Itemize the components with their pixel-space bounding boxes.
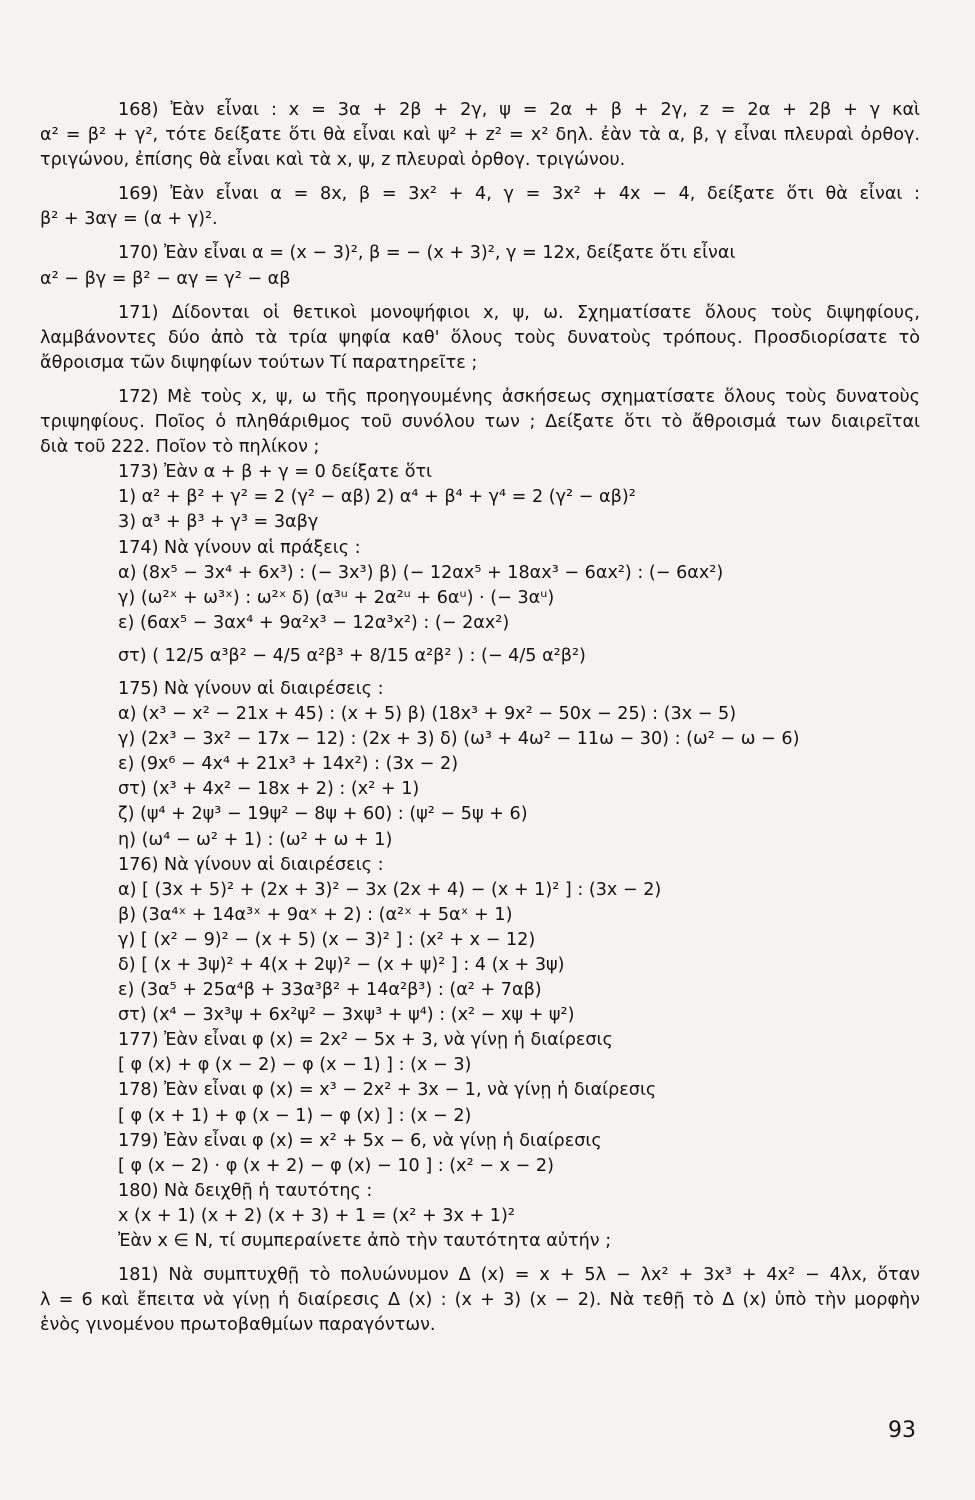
exercise-176-line-3: β) (3α⁴ˣ + 14α³ˣ + 9αˣ + 2) : (α²ˣ + 5αˣ + 1) xyxy=(118,904,513,925)
exercise-181-line-3: ἑνὸς γινομένου πρωτοβαθμίων παραγόντων. xyxy=(40,1315,436,1336)
exercise-175-line-3: γ) (2x³ − 3x² − 17x − 12) : (2x + 3) δ) (ω³ + 4ω² − 11ω − 30) : (ω² − ω − 6) xyxy=(118,729,800,750)
exercise-177-line-1: 177) Ἐὰν εἶναι φ (x) = 2x² − 5x + 3, νὰ γίνῃ ἡ διαίρεσις xyxy=(118,1030,613,1051)
exercise-175-line-2: α) (x³ − x² − 21x + 45) : (x + 5) β) (18x³ + 9x² − 50x − 25) : (3x − 5) xyxy=(118,704,737,725)
exercise-177-line-2: [ φ (x) + φ (x − 2) − φ (x − 1) ] : (x − 3) xyxy=(118,1055,472,1076)
exercise-179-line-1: 179) Ἐὰν εἶναι φ (x) = x² + 5x − 6, νὰ γίνῃ ἡ διαίρεσις xyxy=(118,1130,602,1151)
exercise-180-line-1: 180) Νὰ δειχθῇ ἡ ταυτότης : xyxy=(118,1180,373,1201)
exercise-173-line-3: 3) α³ + β³ + γ³ = 3αβγ xyxy=(118,512,319,533)
exercise-180-line-3: Ἐὰν x ∈ N, τί συμπεραίνετε ἀπὸ τὴν ταυτότητα αὐτήν ; xyxy=(118,1231,612,1252)
exercise-172-line-2: τριψηφίους. Ποῖος ὁ πληθάριθμος τοῦ συνόλου των ; Δείξατε ὅτι τὸ ἄθροισμά των διαιρεῖται xyxy=(40,412,920,433)
page-number: 93 xyxy=(888,1418,916,1443)
exercise-178-line-2: [ φ (x + 1) + φ (x − 1) − φ (x) ] : (x − 2) xyxy=(118,1105,472,1126)
exercise-174-line-3: γ) (ω²ˣ + ω³ˣ) : ω²ˣ δ) (α³ᵘ + 2α²ᵘ + 6αᵘ) · (− 3αᵘ) xyxy=(118,587,555,608)
exercise-173-line-1: 173) Ἐὰν α + β + γ = 0 δείξατε ὅτι xyxy=(118,462,433,483)
exercise-171-line-3: ἄθροισμα τῶν διψηφίων τούτων Τί παρατηρεῖτε ; xyxy=(40,352,478,373)
exercise-179-line-2: [ φ (x − 2) · φ (x + 2) − φ (x) − 10 ] : (x² − x − 2) xyxy=(118,1155,554,1176)
exercise-180-line-2: x (x + 1) (x + 2) (x + 3) + 1 = (x² + 3x + 1)² xyxy=(118,1205,515,1226)
exercise-175-line-1: 175) Νὰ γίνουν αἱ διαιρέσεις : xyxy=(118,678,384,699)
exercise-168-line-1: 168) Ἐὰν εἶναι : x = 3α + 2β + 2γ, ψ = 2α + β + 2γ, z = 2α + 2β + γ καὶ xyxy=(118,100,920,120)
exercise-174-line-5: στ) ( 12/5 α³β² − 4/5 α²β³ + 8/15 α²β² ) : (− 4/5 α²β²) xyxy=(118,645,586,666)
exercise-170-line-1: 170) Ἐὰν εἶναι α = (x − 3)², β = − (x + 3)², γ = 12x, δείξατε ὅτι εἶναι xyxy=(118,243,736,264)
exercise-171-line-2: λαμβάνοντες δύο ἀπὸ τὰ τρία ψηφία καθ' ὅλους τοὺς δυνατοὺς τρόπους. Προσδιορίσατε τὸ xyxy=(40,327,920,348)
exercise-181-line-2: λ = 6 καὶ ἔπειτα νὰ γίνῃ ἡ διαίρεσις Δ (x) : (x + 3) (x − 2). Νὰ τεθῇ τὸ Δ (x) ὑπὸ τὴν μορφὴν xyxy=(40,1290,920,1311)
exercise-176-line-6: ε) (3α⁵ + 25α⁴β + 33α³β² + 14α²β³) : (α² + 7αβ) xyxy=(118,980,542,1001)
exercise-176-line-4: γ) [ (x² − 9)² − (x + 5) (x − 3)² ] : (x² + x − 12) xyxy=(118,929,536,950)
exercise-168-line-3: τριγώνου, ἐπίσης θὰ εἶναι καὶ τὰ x, ψ, z πλευραὶ ὀρθογ. τριγώνου. xyxy=(40,150,626,171)
exercise-174-line-4: ε) (6αx⁵ − 3αx⁴ + 9α²x³ − 12α³x²) : (− 2αx²) xyxy=(118,612,510,633)
exercise-175-line-5: στ) (x³ + 4x² − 18x + 2) : (x² + 1) xyxy=(118,779,420,800)
exercise-176-line-7: στ) (x⁴ − 3x³ψ + 6x²ψ² − 3xψ³ + ψ⁴) : (x² − xψ + ψ²) xyxy=(118,1005,575,1026)
exercise-171-line-1: 171) Δίδονται οἱ θετικοὶ μονοψήφιοι x, ψ, ω. Σχηματίσατε ὅλους τοὺς διψηφίους, xyxy=(118,302,920,323)
exercise-170-line-2: α² − βγ = β² − αγ = γ² − αβ xyxy=(40,268,291,289)
exercise-169-line-2: β² + 3αγ = (α + γ)². xyxy=(40,209,218,230)
exercise-169-line-1: 169) Ἐὰν εἶναι α = 8x, β = 3x² + 4, γ = 3x² + 4x − 4, δείξατε ὅτι θὰ εἶναι : xyxy=(118,184,920,205)
exercise-172-line-3: διὰ τοῦ 222. Ποῖον τὸ πηλίκον ; xyxy=(40,437,320,458)
exercise-175-line-7: η) (ω⁴ − ω² + 1) : (ω² + ω + 1) xyxy=(118,829,393,850)
exercise-181-line-1: 181) Νὰ συμπτυχθῇ τὸ πολυώνυμον Δ (x) = x + 5λ − λx² + 3x³ + 4x² − 4λx, ὅταν xyxy=(118,1265,920,1286)
exercise-176-line-5: δ) [ (x + 3ψ)² + 4(x + 2ψ)² − (x + ψ)² ] : 4 (x + 3ψ) xyxy=(118,955,565,975)
exercise-174-line-1: 174) Νὰ γίνουν αἱ πράξεις : xyxy=(118,537,361,558)
exercise-172-line-1: 172) Μὲ τοὺς x, ψ, ω τῆς προηγουμένης ἀσκήσεως σχηματίσατε ὅλους τοὺς δυνατοὺς xyxy=(118,386,920,407)
exercise-173-line-2: 1) α² + β² + γ² = 2 (γ² − αβ) 2) α⁴ + β⁴ + γ⁴ = 2 (γ² − αβ)² xyxy=(118,487,636,508)
exercise-168-line-2: α² = β² + γ², τότε δείξατε ὅτι θὰ εἶναι καὶ ψ² + z² = x² δηλ. ἐὰν τὰ α, β, γ εἶναι πλευραὶ ὀρθογ. xyxy=(40,125,920,146)
exercise-178-line-1: 178) Ἐὰν εἶναι φ (x) = x³ − 2x² + 3x − 1, νὰ γίνῃ ἡ διαίρεσις xyxy=(118,1080,657,1101)
exercise-176-line-1: 176) Νὰ γίνουν αἱ διαιρέσεις : xyxy=(118,854,384,875)
exercise-175-line-6: ζ) (ψ⁴ + 2ψ³ − 19ψ² − 8ψ + 60) : (ψ² − 5ψ + 6) xyxy=(118,804,528,825)
exercise-list xyxy=(40,98,920,1338)
exercise-176-line-2: α) [ (3x + 5)² + (2x + 3)² − 3x (2x + 4) − (x + 1)² ] : (3x − 2) xyxy=(118,879,662,900)
exercise-174-line-2: α) (8x⁵ − 3x⁴ + 6x³) : (− 3x³) β) (− 12αx⁵ + 18αx³ − 6αx²) : (− 6αx²) xyxy=(118,562,724,583)
exercise-175-line-4: ε) (9x⁶ − 4x⁴ + 21x³ + 14x²) : (3x − 2) xyxy=(118,754,459,775)
